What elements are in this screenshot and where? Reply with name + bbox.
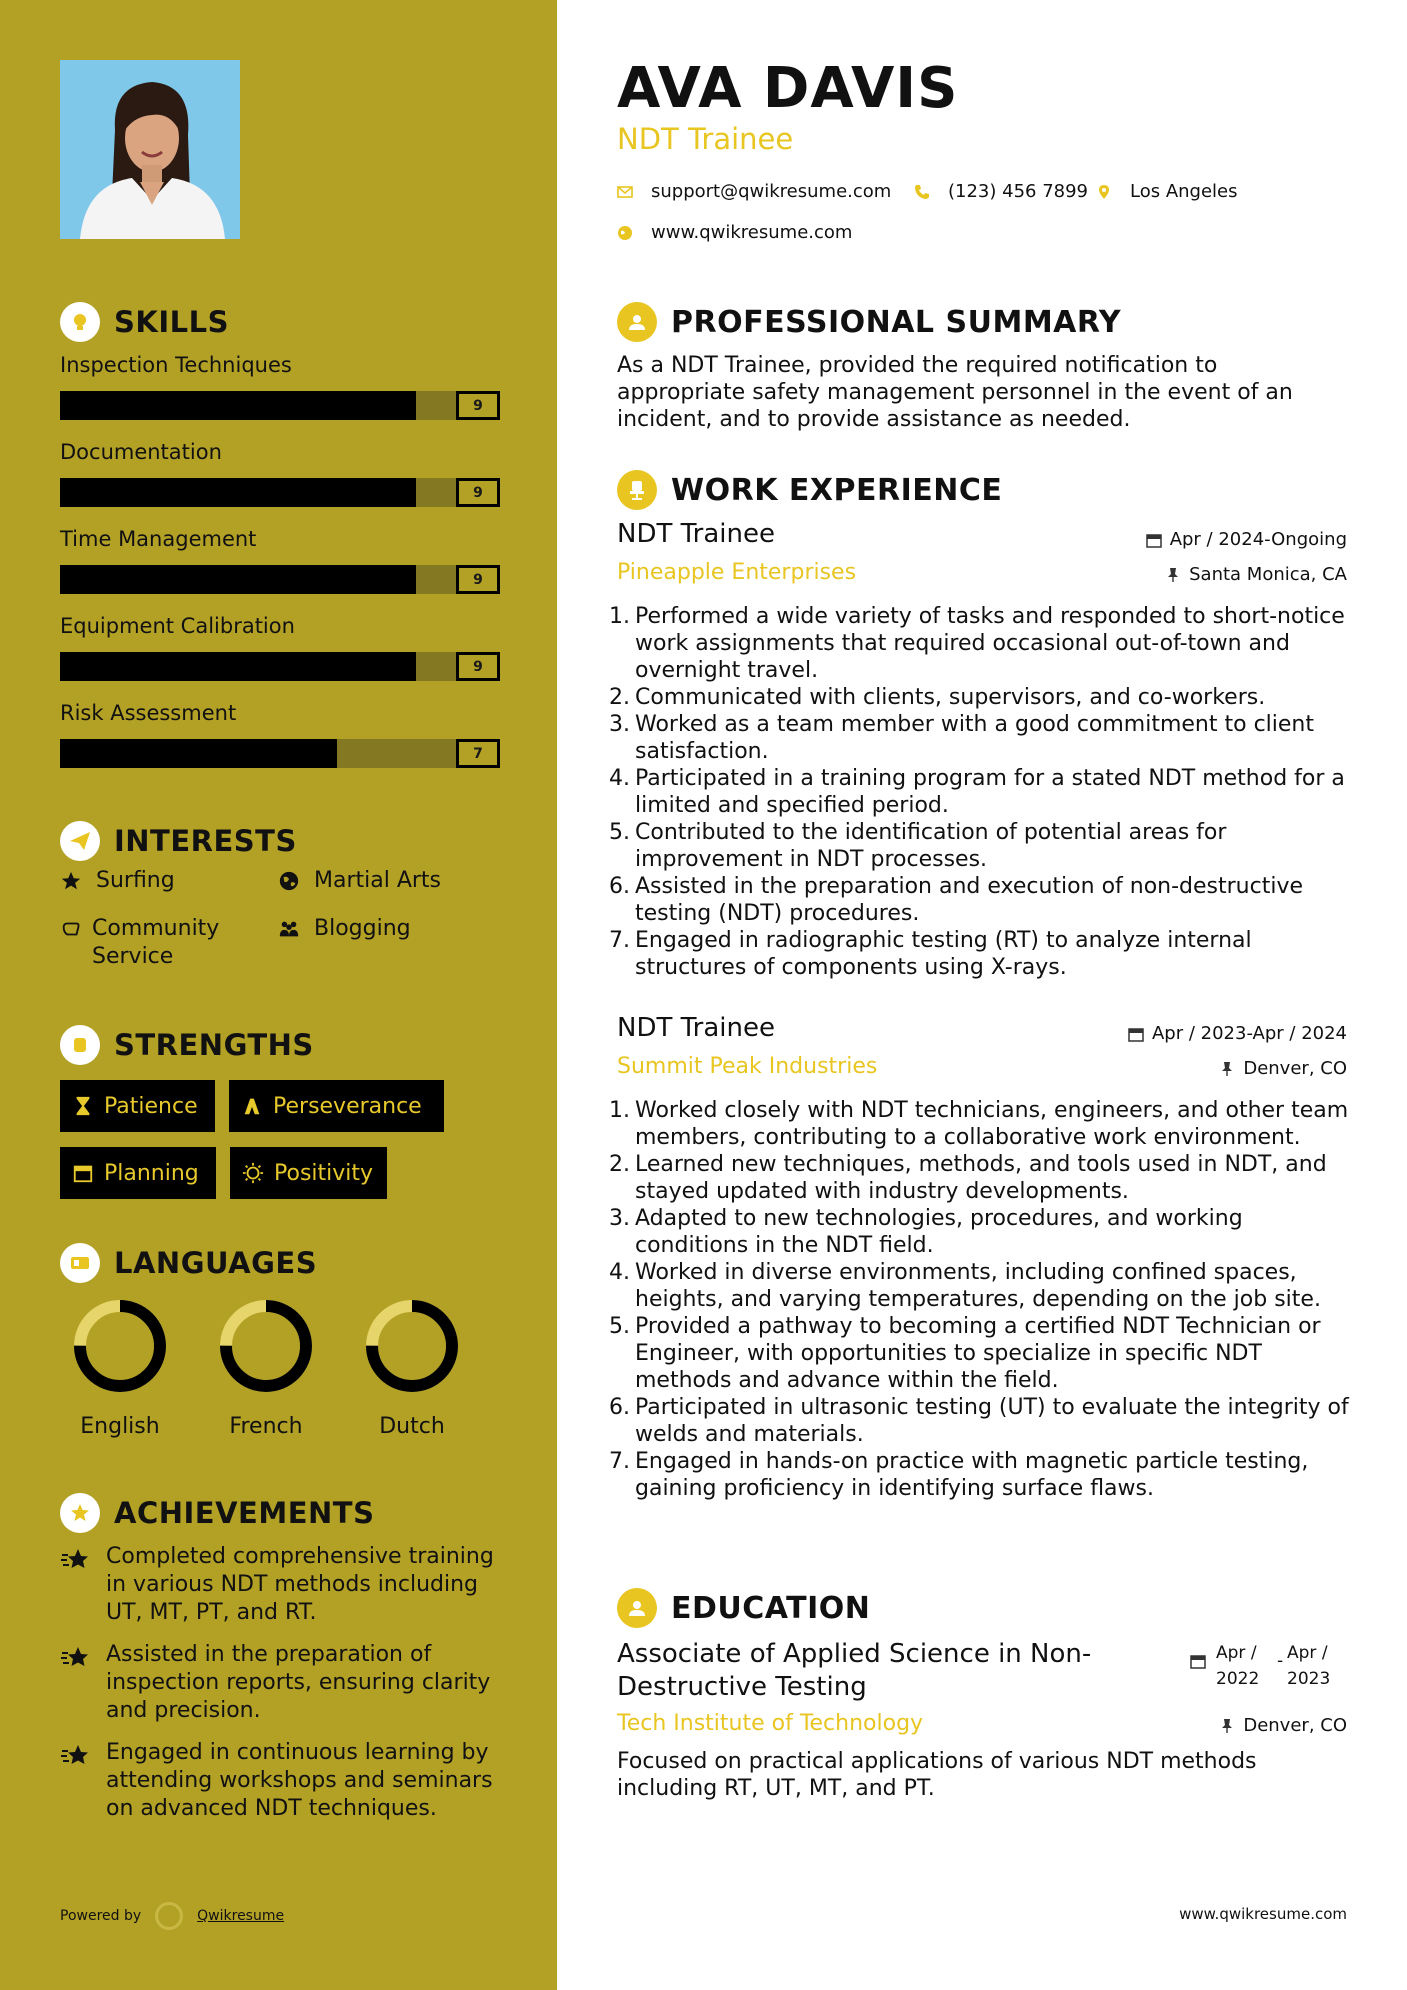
strength-badge (229, 1080, 444, 1132)
profile-photo (60, 60, 240, 239)
achievement-text: Completed comprehensive training in various NDT methods including UT, MT, PT, and RT. (106, 1544, 494, 1625)
sun-icon (242, 1162, 264, 1184)
medal-icon (60, 1739, 96, 1823)
paper-plane-icon (60, 821, 100, 861)
job-duty: Assisted in the preparation and execution of non-destructive testing (NDT) procedures. (635, 874, 1304, 926)
skill-name: Time Management (60, 527, 257, 551)
job-location-text: Santa Monica, CA (1189, 564, 1347, 585)
map-pin-icon (1096, 184, 1112, 200)
calendar-icon (1146, 532, 1162, 548)
job-date-text: Apr / 2023-Apr / 2024 (1151, 1023, 1347, 1044)
education-end-date: Apr / 2023 (1287, 1643, 1331, 1689)
trophy-star-icon (60, 1493, 100, 1533)
interests-header (60, 819, 500, 863)
achievements-title: ACHIEVEMENTS (114, 1496, 375, 1530)
user-icon (617, 302, 657, 342)
skill-bar (60, 565, 500, 594)
interest-item (60, 867, 175, 895)
skill-item (60, 440, 500, 527)
degree-title: Associate of Applied Science in Non-Destructive Testing (617, 1639, 1092, 1702)
calendar-icon (1190, 1653, 1206, 1669)
job-location (1219, 1058, 1347, 1079)
candidate-name: AVA DAVIS (617, 56, 959, 121)
contact-website[interactable] (617, 222, 852, 243)
qwikresume-logo-icon (155, 1902, 183, 1930)
achievement-item (60, 1543, 500, 1627)
skill-bar (60, 478, 500, 507)
strengths-header (60, 1023, 500, 1067)
hand-icon (60, 915, 82, 943)
job-duty: Worked as a team member with a good commitment to client satisfaction. (635, 712, 1315, 764)
envelope-icon (617, 184, 633, 200)
job-duty: Engaged in radiographic testing (RT) to analyze internal structures of components using X-rays. (635, 928, 1252, 980)
job-duties-list (617, 1097, 1357, 1502)
phone-icon (914, 184, 930, 200)
job-duty: Provided a pathway to becoming a certified NDT Technician or Engineer, with opportunities to specialize in specific NDT methods and advance within the field. (635, 1314, 1321, 1393)
calendar-icon (72, 1162, 94, 1184)
language-donut-chart (72, 1298, 168, 1394)
interest-label: Martial Arts (314, 868, 442, 893)
interest-item (60, 915, 260, 971)
calendar-icon (1128, 1026, 1144, 1042)
experience-header (617, 468, 1002, 512)
globe-icon (278, 867, 304, 895)
phone-text: (123) 456 7899 (948, 181, 1089, 202)
achievement-item (60, 1641, 500, 1725)
candidate-role: NDT Trainee (617, 122, 794, 156)
languages-section (60, 1241, 500, 1451)
job-duty: Worked closely with NDT technicians, engineers, and other team members, contributing to a collaborative work environment. (635, 1098, 1349, 1150)
office-chair-icon (617, 470, 657, 510)
job-company: Pineapple Enterprises (617, 560, 857, 585)
job-location-text: Denver, CO (1243, 1058, 1347, 1079)
job-title: NDT Trainee (617, 519, 775, 549)
skill-item (60, 527, 500, 614)
education-date-dash: - (1277, 1651, 1284, 1671)
interests-title: INTERESTS (114, 824, 297, 858)
skill-score: 9 (456, 391, 500, 420)
sidebar (0, 0, 557, 1990)
medal-icon (60, 1641, 96, 1725)
globe-icon (617, 225, 633, 241)
job-duty: Learned new techniques, methods, and tools used in NDT, and stayed updated with industry developments. (635, 1152, 1327, 1204)
education-header (617, 1586, 870, 1630)
lightbulb-icon (60, 302, 100, 342)
strength-label: Positivity (274, 1160, 374, 1186)
language-item (206, 1298, 326, 1439)
strength-badge (230, 1147, 387, 1199)
pushpin-icon (1219, 1718, 1235, 1734)
education-location (1219, 1715, 1347, 1736)
job-duty: Worked in diverse environments, including confined spaces, heights, and varying temperatures, depending on the job site. (635, 1260, 1321, 1312)
achievement-text: Engaged in continuous learning by attending workshops and seminars on advanced NDT techniques. (106, 1740, 493, 1821)
interests-section (60, 819, 500, 979)
achievement-item (60, 1739, 500, 1823)
education-start-date: Apr / 2022 (1216, 1643, 1260, 1689)
job-duties-list (617, 603, 1357, 981)
powered-by-label: Powered by (60, 1908, 142, 1924)
language-name: French (229, 1414, 303, 1439)
language-item (352, 1298, 472, 1439)
summary-header (617, 300, 1121, 344)
interest-label: Blogging (314, 916, 411, 941)
skill-name: Inspection Techniques (60, 353, 292, 377)
skill-bar-fill (60, 478, 416, 507)
skill-bar-fill (60, 565, 416, 594)
skill-score: 9 (456, 652, 500, 681)
powered-by (60, 1902, 284, 1930)
job-duty: Performed a wide variety of tasks and responded to short-notice work assignments that required occasional out-of-town and overnight travel. (635, 604, 1345, 683)
skills-list (60, 353, 500, 788)
skills-header (60, 300, 500, 344)
job-date-text: Apr / 2024-Ongoing (1169, 529, 1347, 550)
languages-header (60, 1241, 500, 1285)
job-date (1128, 1023, 1347, 1044)
skill-item (60, 701, 500, 788)
skill-name: Documentation (60, 440, 222, 464)
strengths-section (60, 1023, 500, 1203)
contact-email[interactable] (617, 181, 891, 202)
skill-score: 7 (456, 739, 500, 768)
education-location-text: Denver, CO (1243, 1715, 1347, 1736)
skill-bar-fill (60, 739, 337, 768)
location-text: Los Angeles (1130, 181, 1238, 202)
job-location (1165, 564, 1347, 585)
interest-item (278, 915, 411, 943)
contact-phone[interactable] (914, 181, 1088, 202)
interest-label: Community Service (92, 916, 220, 969)
job-duty: Engaged in hands-on practice with magnetic particle testing, gaining proficiency in identifying surface flaws. (635, 1449, 1309, 1501)
achievements-section (60, 1491, 500, 1871)
achievement-text: Assisted in the preparation of inspection reports, ensuring clarity and precision. (106, 1642, 491, 1723)
strength-label: Planning (104, 1160, 199, 1186)
language-item (60, 1298, 180, 1439)
language-donut-chart (364, 1298, 460, 1394)
job-duty: Contributed to the identification of potential areas for improvement in NDT processes. (635, 820, 1227, 872)
languages-title: LANGUAGES (114, 1246, 318, 1280)
skill-bar-fill (60, 391, 416, 420)
skill-name: Risk Assessment (60, 701, 237, 725)
strength-label: Perseverance (273, 1093, 422, 1119)
experience-title: WORK EXPERIENCE (671, 472, 1003, 508)
job-duty: Adapted to new technologies, procedures, and working conditions in the NDT field. (635, 1206, 1243, 1258)
hourglass-icon (72, 1095, 94, 1117)
graduate-icon (617, 1588, 657, 1628)
pushpin-icon (1219, 1061, 1235, 1077)
email-text: support@qwikresume.com (651, 181, 892, 202)
skill-bar (60, 739, 500, 768)
language-donut-chart (218, 1298, 314, 1394)
language-name: Dutch (379, 1414, 445, 1439)
pushpin-icon (1165, 567, 1181, 583)
skill-name: Equipment Calibration (60, 614, 295, 638)
skills-section (60, 300, 500, 344)
strength-label: Patience (104, 1093, 198, 1119)
contact-location (1096, 181, 1238, 202)
skill-bar (60, 652, 500, 681)
school-name: Tech Institute of Technology (617, 1711, 924, 1736)
language-name: English (80, 1414, 160, 1439)
skill-item (60, 614, 500, 701)
hiking-icon (241, 1095, 263, 1117)
skills-title: SKILLS (114, 305, 229, 339)
job-date (1146, 529, 1347, 550)
skill-bar (60, 391, 500, 420)
id-card-icon (60, 1243, 100, 1283)
strengths-title: STRENGTHS (114, 1028, 314, 1062)
summary-text: As a NDT Trainee, provided the required notification to appropriate safety management personnel in the event of an incident, and to provide assistance as needed. (617, 353, 1293, 432)
star-icon (60, 867, 86, 895)
footer-website[interactable]: www.qwikresume.com (1179, 1905, 1347, 1923)
skill-score: 9 (456, 478, 500, 507)
medal-icon (60, 1543, 96, 1627)
skill-bar-fill (60, 652, 416, 681)
education-description: Focused on practical applications of various NDT methods including RT, UT, MT, and PT. (617, 1749, 1257, 1801)
fist-icon (60, 1025, 100, 1065)
achievements-header (60, 1491, 500, 1535)
job-company: Summit Peak Industries (617, 1054, 878, 1079)
summary-title: PROFESSIONAL SUMMARY (671, 304, 1122, 340)
skill-item (60, 353, 500, 440)
job-duty: Communicated with clients, supervisors, and co-workers. (635, 685, 1266, 710)
skill-score: 9 (456, 565, 500, 594)
interest-label: Surfing (96, 868, 175, 893)
job-duty: Participated in a training program for a stated NDT method for a limited and specified period. (635, 766, 1345, 818)
qwikresume-link[interactable]: Qwikresume (197, 1908, 285, 1924)
strength-badge (60, 1147, 216, 1199)
interest-item (278, 867, 441, 895)
website-text: www.qwikresume.com (651, 222, 853, 243)
strength-badge (60, 1080, 215, 1132)
job-duty: Participated in ultrasonic testing (UT) to evaluate the integrity of welds and materials. (635, 1395, 1349, 1447)
job-title: NDT Trainee (617, 1013, 775, 1043)
users-icon (278, 915, 304, 943)
education-title: EDUCATION (671, 1590, 871, 1626)
